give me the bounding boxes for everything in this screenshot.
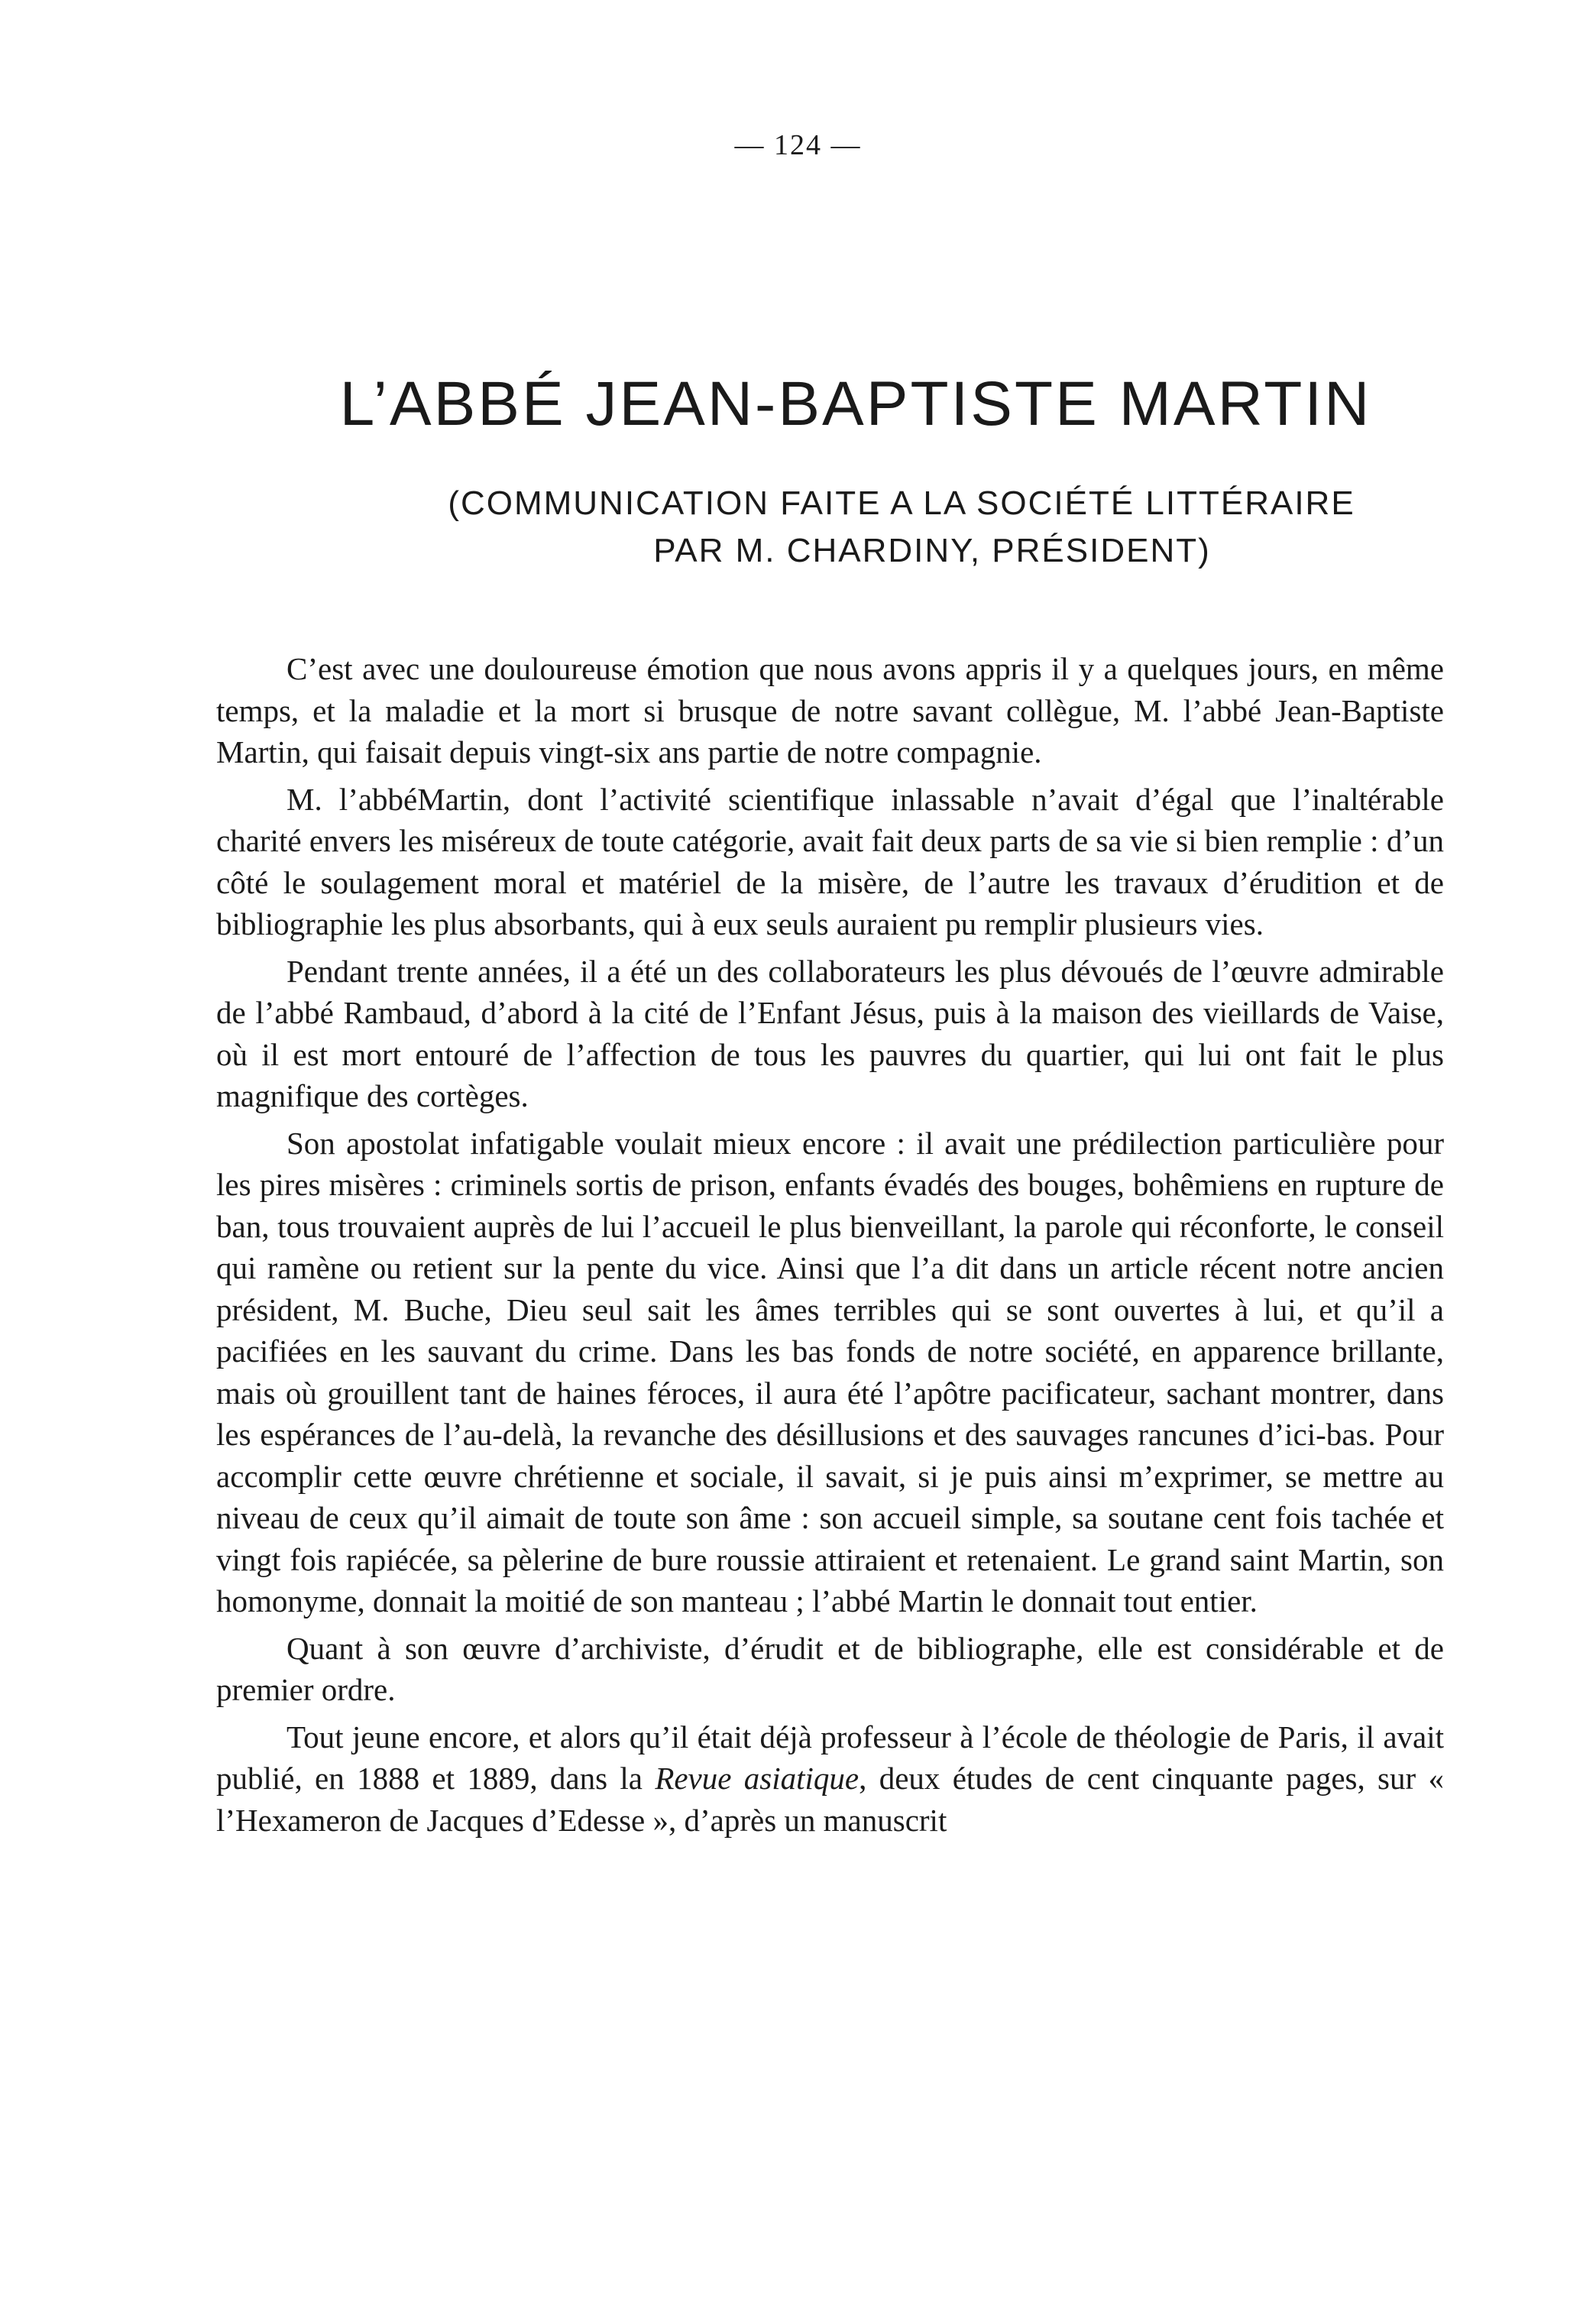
journal-title: Revue asiatique	[655, 1761, 860, 1796]
paragraph-1: C’est avec une douloureuse émotion que nous avons appris il y a quelques jours, en même temps, et la maladie et la mort si brusque de notre savant collègue, M. l’abbé Jean-Baptiste Martin, qui faisait depuis vingt-six ans partie de notre compagnie.	[216, 651, 1444, 770]
paragraph-2: M. l’abbéMartin, dont l’activité scientifique inlassable n’avait d’égal que l’inaltérable charité envers les miséreux de toute catégorie, avait fait deux parts de sa vie si bien remplie : d’un côté le soulagement moral et matériel de la misère, de l’autre les travaux d’érudition et de bibliographie les plus absorbants, qui à eux seuls auraient pu remplir plusieurs vies.	[216, 781, 1444, 941]
paragraph-5: Quant à son œuvre d’archiviste, d’érudit et de bibliographe, elle est considérable et de premier ordre.	[216, 1630, 1444, 1707]
subtitle-line-2: PAR M. CHARDINY, PRÉSIDENT)	[653, 532, 1211, 569]
paragraph-6-text-end: , deux études de cent cinquante pages, sur « l’Hexameron de Jacques d’Edesse », d’après un manuscrit	[216, 1761, 1444, 1838]
article-title: L’ABBÉ JEAN-BAPTISTE MARTIN	[339, 369, 1372, 439]
paragraph-3: Pendant trente années, il a été un des collaborateurs les plus dévoués de l’œuvre admirable de l’abbé Rambaud, d’abord à la cité de l’Enfant Jésus, puis à la maison des vieillards de Vaise, où il est mort entouré de l’affection de tous les pauvres du quartier, qui lui ont fait le plus magnifique des cortèges.	[216, 953, 1444, 1113]
paragraph-6-text-start: Tout jeune encore, et alors qu’il était déjà professeur à l’école de théologie de Paris, il avait publié, en 1888 et 1889, dans la	[216, 1719, 1444, 1796]
article-subtitle	[229, 480, 1482, 575]
subtitle-line-1: (COMMUNICATION FAITE A LA SOCIÉTÉ LITTÉRAIRE	[448, 484, 1355, 522]
article-body	[216, 648, 1444, 1846]
paragraph-6	[216, 1716, 1444, 1842]
page-number: — 124 —	[734, 129, 862, 161]
paragraph-4: Son apostolat infatigable voulait mieux encore : il avait une prédilection particulière pour les pires misères : criminels sortis de prison, enfants évadés des bouges, bohêmiens en rupture de ban, tous trouvaient auprès de lui l’accueil le plus bienveillant, la parole qui réconforte, le conseil qui ramène ou retient sur la pente du vice. Ainsi que l’a dit dans un article récent notre ancien président, M. Buche, Dieu seul sait les âmes terribles qui se sont ouvertes à lui, et qu’il a pacifiées en les sauvant du crime. Dans les bas fonds de notre société, en apparence brillante, mais où grouillent tant de haines féroces, il aura été l’apôtre pacificateur, sachant montrer, dans les espérances de l’au-delà, la revanche des désillusions et des sauvages rancunes d’ici-bas. Pour accomplir cette œuvre chrétienne et sociale, il savait, si je puis ainsi m’exprimer, se mettre au niveau de ceux qu’il aimait de toute son âme : son accueil simple, sa soutane cent fois tachée et vingt fois rapiécée, sa pèlerine de bure roussie attiraient et retenaient. Le grand saint Martin, son homonyme, donnait la moitié de son manteau ; l’abbé Martin le donnait tout entier.	[216, 1125, 1444, 1618]
